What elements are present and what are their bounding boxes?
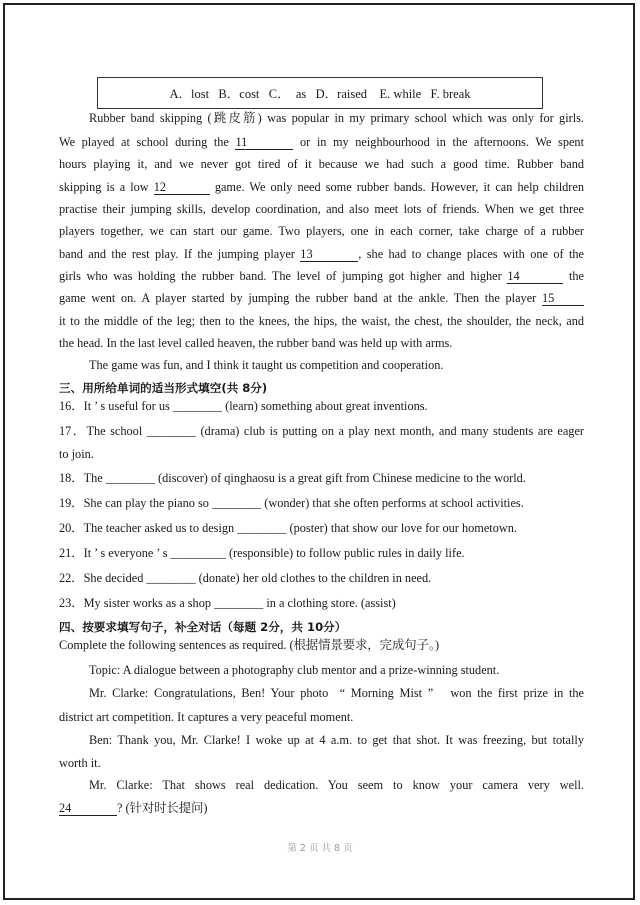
page-number: 第 2 页 共 8 页 [287,843,353,854]
question-21: 21．It ’ s everyone ’ s _________ (responsible) to follow public rules in daily life. [59,546,465,560]
blank-11[interactable]: 11 [235,136,293,150]
blank-13[interactable]: 13 [300,248,358,262]
dialogue-topic: Topic: A dialogue between a photography club mentor and a prize-winning student. [89,663,500,677]
question-16: 16．It ’ s useful for us ________ (learn) something about great inventions. [59,399,428,413]
dialogue-line: worth it. [59,756,101,770]
question-19: 19．She can play the piano so ________ (wonder) that she often performs at school activities. [59,496,524,510]
passage-line: practise their jumping skills, develop coordination, and also meet lots of friends. When we get three [59,202,584,216]
dialogue-line: Mr. Clarke: That shows real dedication. You seem to know your camera very well. [89,778,584,792]
passage-line: players together, we can start our game. Two players, one in each corner, take charge of a rubber [59,224,584,238]
dialogue-line: Ben: Thank you, Mr. Clarke! I woke up at 4 a.m. to get that shot. It was freezing, but totally [89,733,584,747]
blank-24[interactable]: 24 [59,802,117,816]
question-22: 22．She decided ________ (donate) her old clothes to the children in need. [59,571,432,585]
question-23: 23．My sister works as a shop ________ in a clothing store. (assist) [59,596,396,610]
blank-15[interactable]: 15 [542,292,584,306]
passage-line: skipping is a low 12 game. We only need some rubber bands. However, it can help children [59,180,585,194]
dialogue-line: district art competition. It captures a very peaceful moment. [59,710,354,724]
passage-line: The game was fun, and I think it taught us competition and cooperation. [89,358,444,372]
section4-heading: 四、按要求填写句子，补全对话（每题 2分，共 10分） [59,620,347,634]
passage-line: hours playing it, and we never got tired of it because we had such a good time. Rubber band [59,157,584,171]
dialogue-line: 24 ? (针对时长提问) [59,801,208,815]
blank-14[interactable]: 14 [507,270,563,284]
question-18: 18．The ________ (discover) of qinghaosu is a great gift from Chinese medicine to the world. [59,471,526,485]
passage-line: the head. In the last level called heaven, the rubber band was held up with arms. [59,336,453,350]
question-17-cont: to join. [59,447,94,461]
word-bank-text: A．lost B．cost C． as D．raised E. while F. break [169,87,471,101]
section3-heading: 三、用所给单词的适当形式填空(共 8分) [59,381,268,395]
dialogue-line: Mr. Clarke: Congratulations, Ben! Your photo “ Morning Mist ” won the first prize in the [89,686,584,700]
passage-line: girls who was holding the rubber band. The level of jumping got higher and higher 14 the [59,269,585,283]
passage-line: it to the middle of the leg; then to the knees, the hips, the waist, the chest, the shoulder, the neck, and [59,314,584,328]
question-17: 17．The school ________ (drama) club is putting on a play next month, and many students are eager [59,424,584,438]
passage-line: Rubber band skipping (跳皮筋) was popular in my primary school which was only for girls. [89,111,584,125]
passage-line: game went on. A player started by jumping the rubber band at the ankle. Then the player 15 [59,291,584,306]
word-bank-box [97,77,543,109]
section4-instruction: Complete the following sentences as required. (根据情景要求，完成句子。) [59,638,440,652]
passage-line: We played at school during the 11 or in my neighbourhood in the afternoons. We spent [59,135,584,149]
blank-12[interactable]: 12 [154,181,210,195]
passage-line: band and the rest play. If the jumping player 13 , she had to change places with one of the [59,247,584,261]
question-20: 20．The teacher asked us to design ________ (poster) that show our love for our hometown. [59,521,517,535]
